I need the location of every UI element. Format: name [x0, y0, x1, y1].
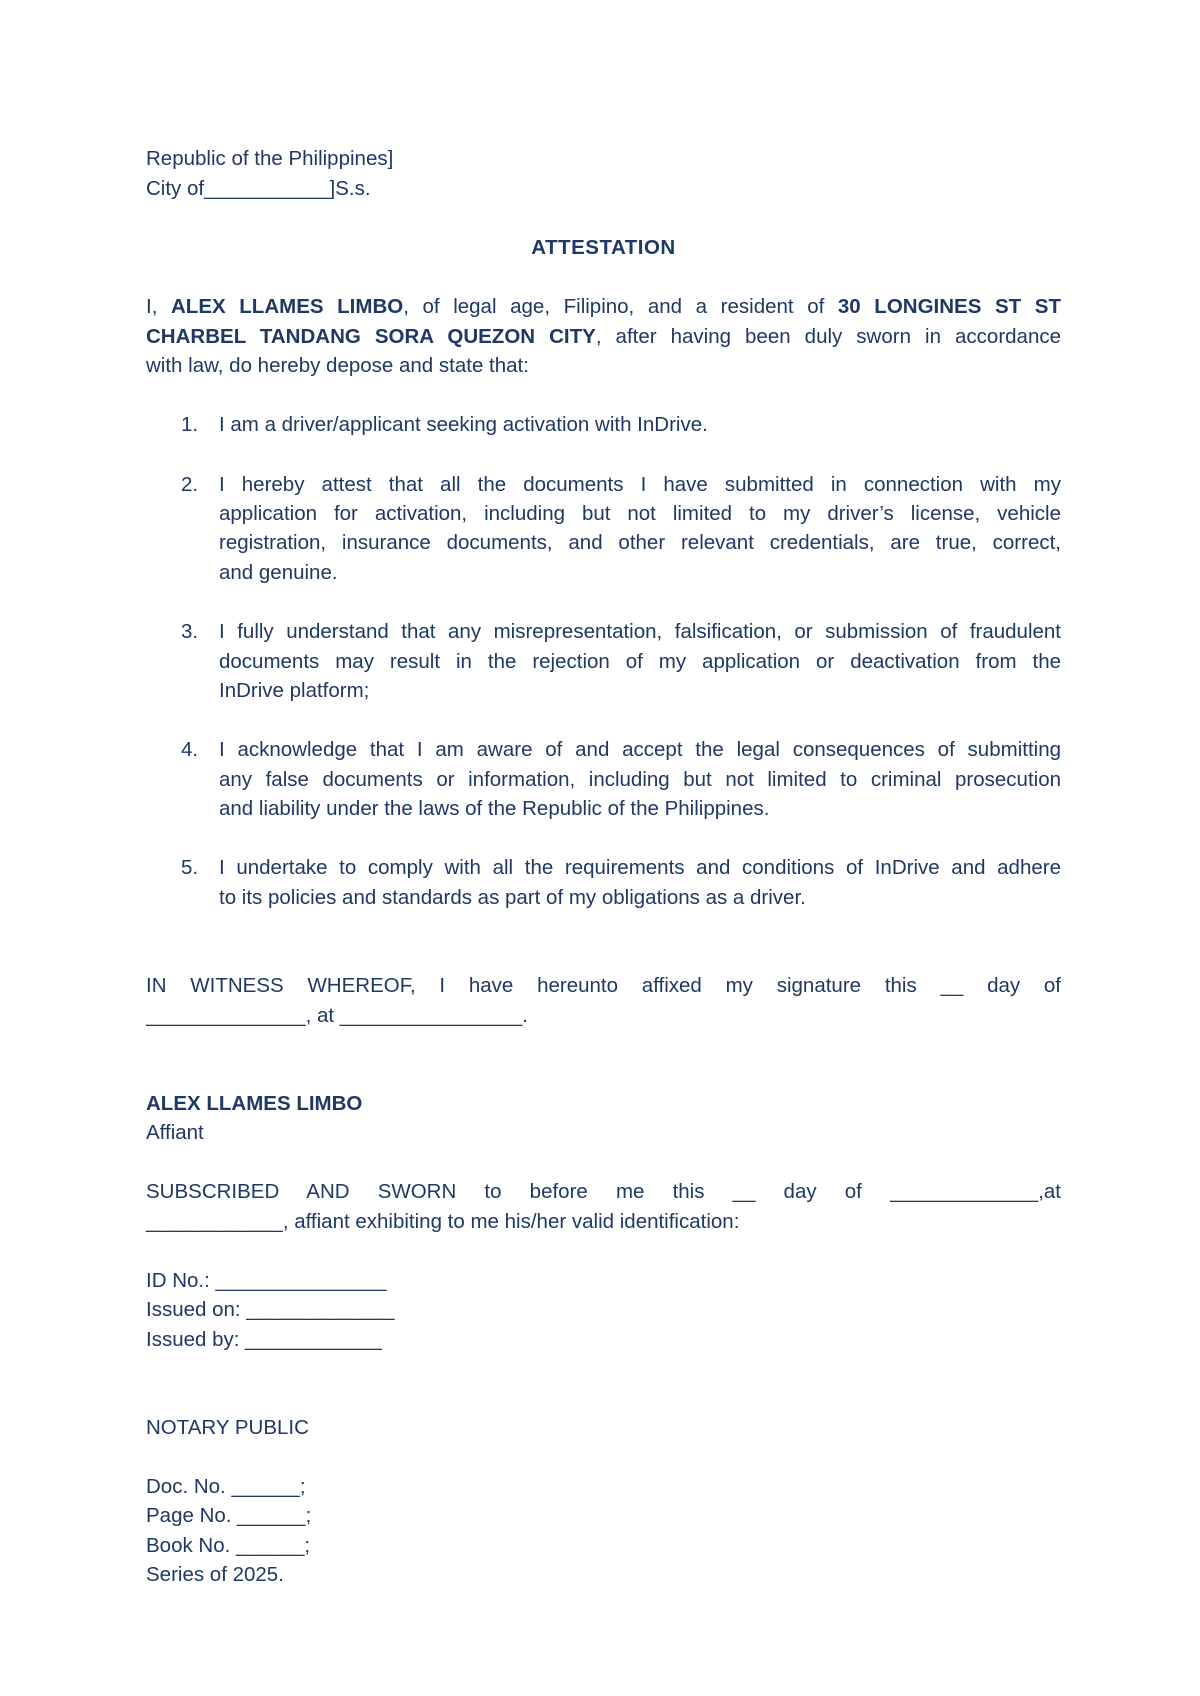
list-item-number: 1. [181, 413, 199, 436]
witness-line-1: IN WITNESS WHEREOF, I have hereunto affixed my signature this __ day of [146, 974, 1061, 997]
list-item-number: 5. [181, 856, 199, 879]
notary-page-no: Page No. ______; [146, 1504, 312, 1527]
list-item-line: I hereby attest that all the documents I have submitted in connection with my [219, 473, 1061, 496]
header-republic: Republic of the Philippines] [146, 147, 394, 170]
list-item-line: and liability under the laws of the Republic of the Philippines. [219, 797, 770, 820]
subscribed-line-1: SUBSCRIBED AND SWORN to before me this __ day of _____________,at [146, 1180, 1061, 1203]
list-item-line: registration, insurance documents, and other relevant credentials, are true, correct, [219, 531, 1061, 554]
affiant-label: Affiant [146, 1121, 204, 1144]
list-item-line: and genuine. [219, 561, 338, 584]
affiant-name: ALEX LLAMES LIMBO [146, 1092, 363, 1115]
header-city: City of___________]S.s. [146, 177, 371, 200]
affiant-name-inline: ALEX LLAMES LIMBO [171, 295, 404, 318]
list-item-line: documents may result in the rejection of my application or deactivation from the [219, 650, 1061, 673]
intro-text: , of legal age, Filipino, and a resident of [403, 295, 838, 318]
list-item-line: application for activation, including but not limited to my driver’s license, vehicle [219, 502, 1061, 525]
list-item-number: 3. [181, 620, 199, 643]
intro-line-2 [146, 325, 1061, 349]
list-item-line: I undertake to comply with all the requirements and conditions of InDrive and adhere [219, 856, 1061, 879]
address-inline: CHARBEL TANDANG SORA QUEZON CITY [146, 325, 596, 348]
list-item-line: I am a driver/applicant seeking activation with InDrive. [219, 413, 708, 436]
document-title: ATTESTATION [531, 236, 676, 259]
list-item-line: any false documents or information, including but not limited to criminal prosecution [219, 768, 1061, 791]
id-issued-on: Issued on: _____________ [146, 1298, 395, 1321]
address-inline: 30 LONGINES ST ST [837, 295, 1061, 318]
list-item-line: I acknowledge that I am aware of and accept the legal consequences of submitting [219, 738, 1061, 761]
intro-line-1 [146, 295, 1061, 319]
intro-line-3: with law, do hereby depose and state that: [146, 354, 529, 377]
list-item-line: InDrive platform; [219, 679, 370, 702]
notary-series: Series of 2025. [146, 1563, 284, 1586]
intro-text: I, [146, 295, 171, 318]
id-issued-by: Issued by: ____________ [146, 1328, 382, 1351]
witness-line-2: ______________, at ________________. [146, 1004, 528, 1027]
list-item-line: to its policies and standards as part of my obligations as a driver. [219, 886, 806, 909]
list-item-number: 2. [181, 473, 199, 496]
notary-doc-no: Doc. No. ______; [146, 1475, 306, 1498]
notary-book-no: Book No. ______; [146, 1534, 311, 1557]
id-number: ID No.: _______________ [146, 1269, 387, 1292]
list-item-number: 4. [181, 738, 199, 761]
subscribed-line-2: ____________, affiant exhibiting to me his/her valid identification: [146, 1210, 740, 1233]
list-item-line: I fully understand that any misrepresentation, falsification, or submission of fraudulent [219, 620, 1061, 643]
intro-text: , after having been duly sworn in accordance [595, 325, 1061, 348]
notary-label: NOTARY PUBLIC [146, 1416, 309, 1439]
